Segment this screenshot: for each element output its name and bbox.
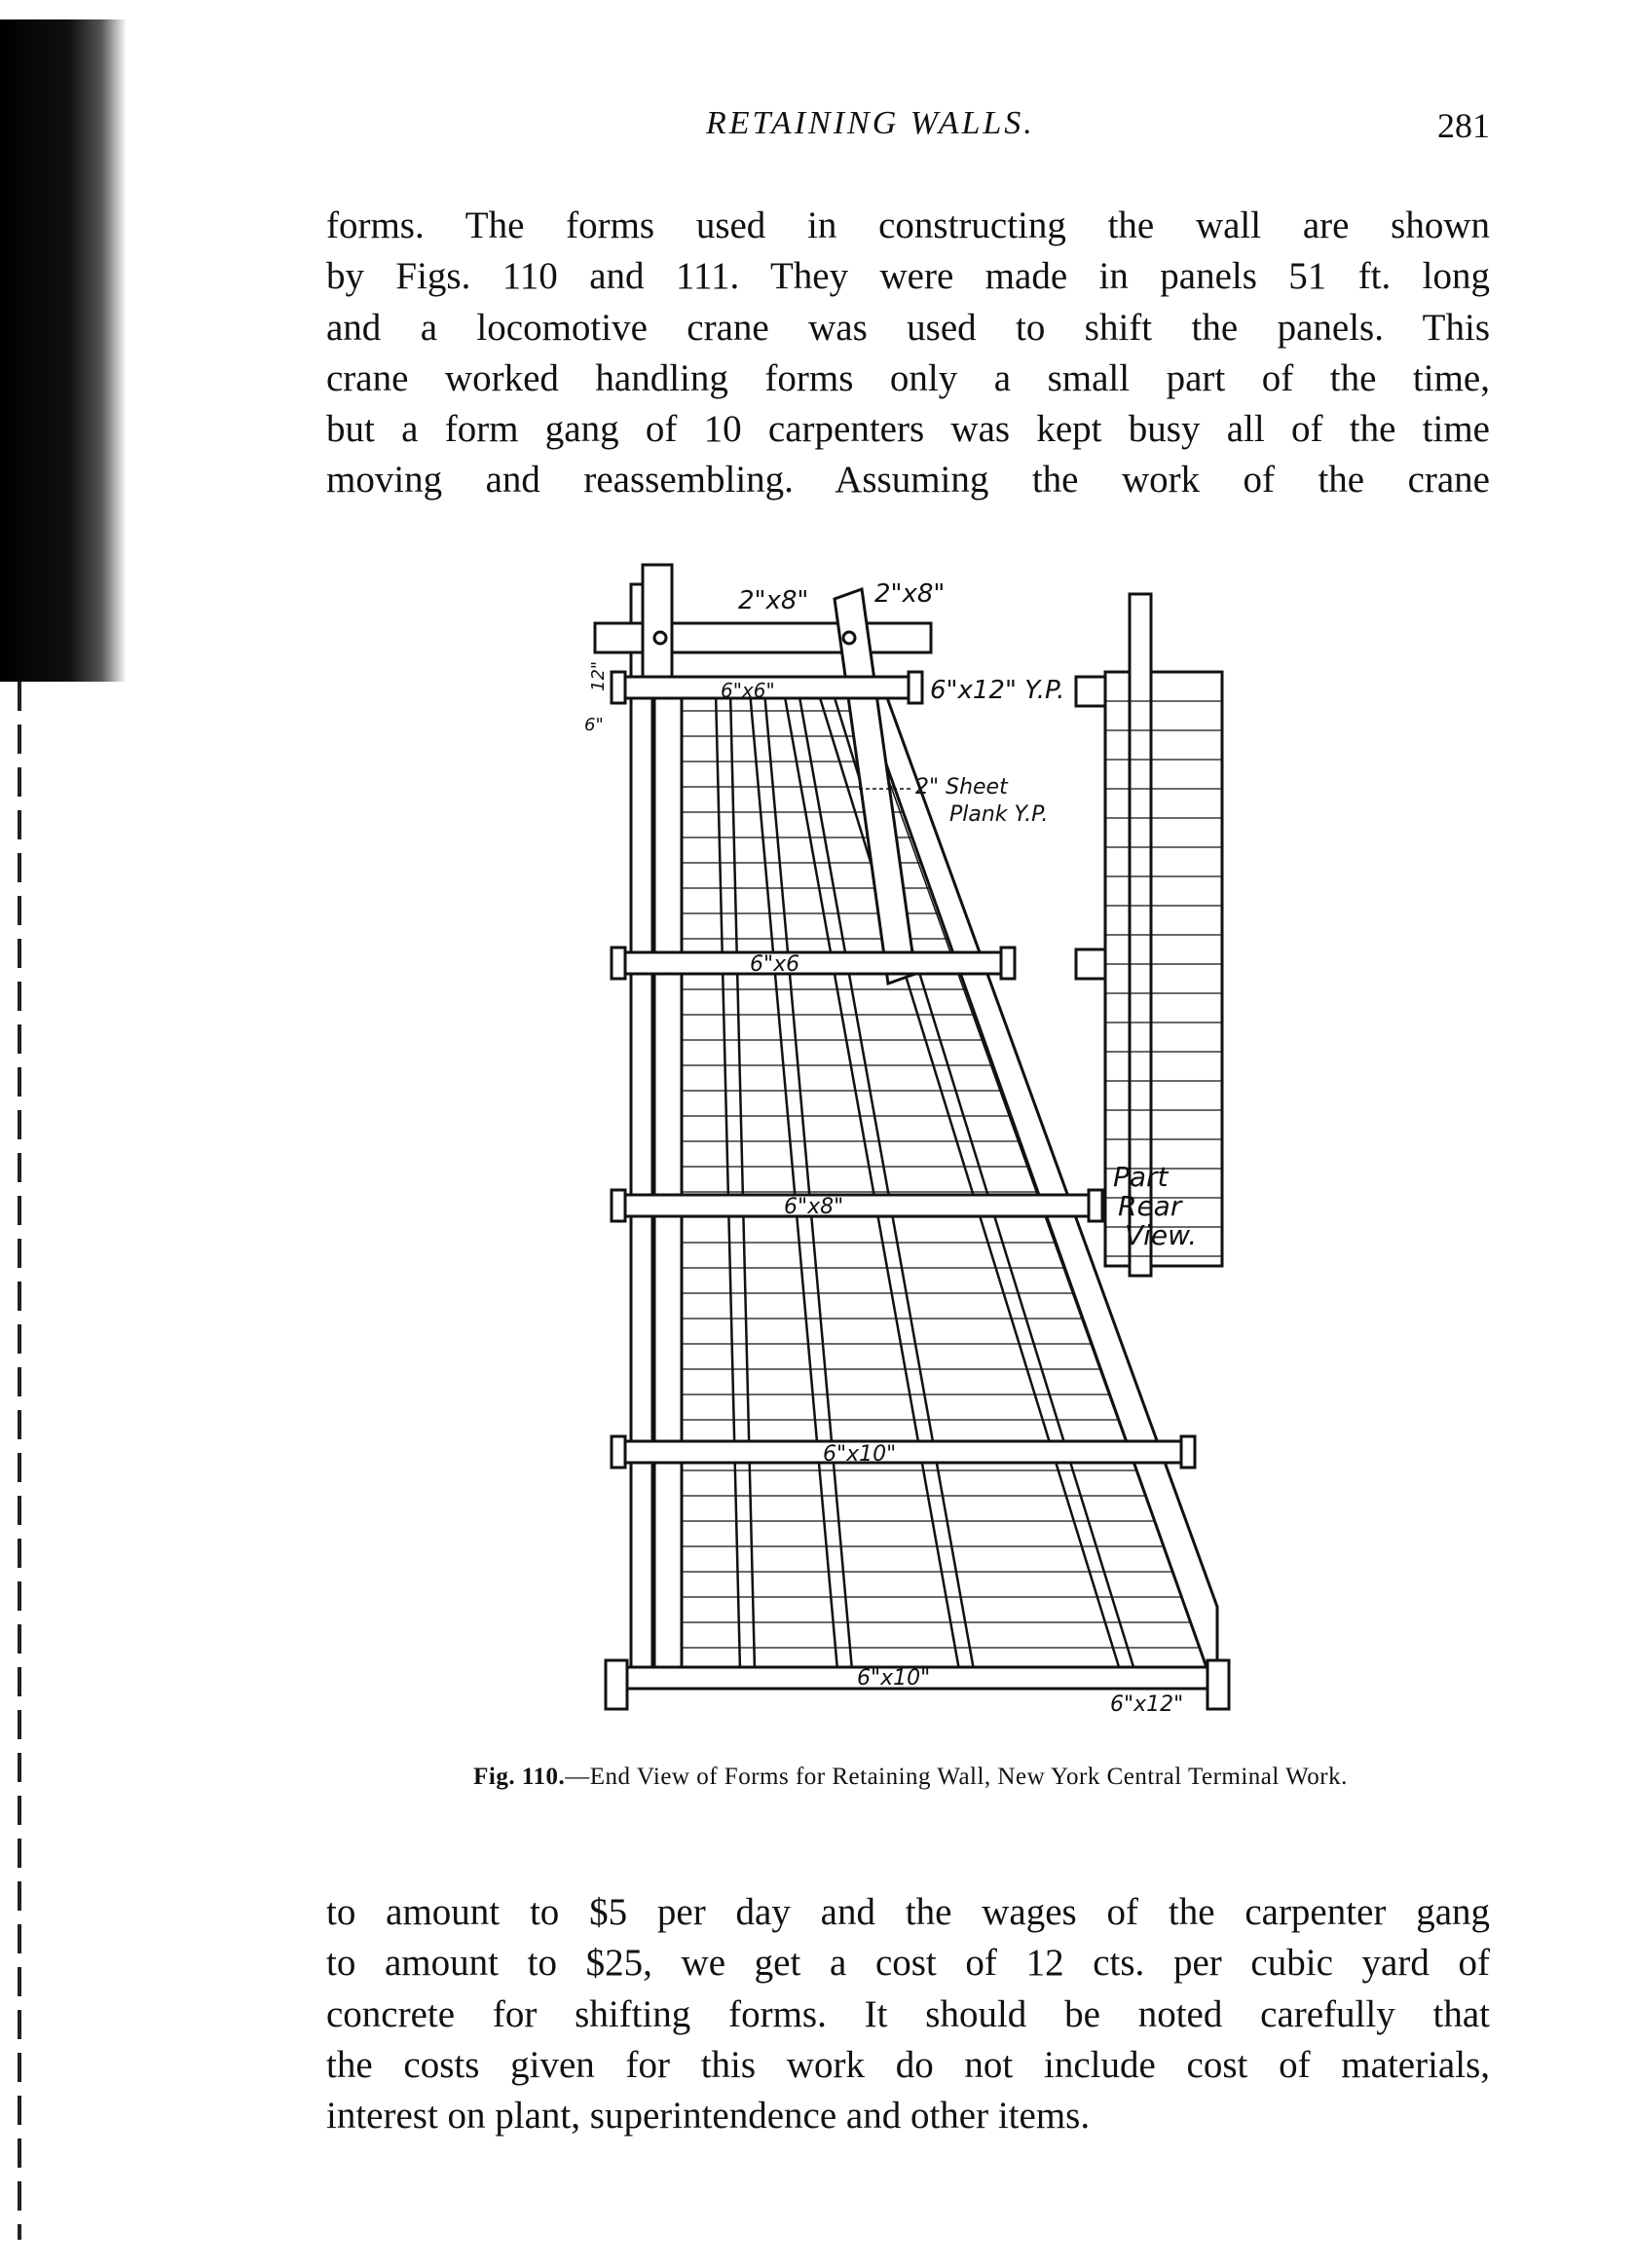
text-line: concrete for shifting forms. It should be noted carefully that bbox=[326, 1992, 1490, 2035]
text-line: moving and reassembling. Assuming the work of the crane bbox=[326, 459, 1490, 502]
caption-text: —End View of Forms for Retaining Wall, New York Central Terminal Work. bbox=[565, 1764, 1348, 1790]
label-sill: 6"x12" bbox=[1110, 1692, 1184, 1717]
label-dim-6: 6" bbox=[584, 715, 604, 735]
paragraph-bottom bbox=[326, 1887, 1490, 2141]
caption-number: Fig. 110. bbox=[473, 1764, 566, 1790]
figure-caption bbox=[351, 1766, 1470, 1789]
text-line: to amount to $5 per day and the wages of the carpenter gang bbox=[326, 1891, 1490, 1933]
top-post bbox=[643, 565, 672, 682]
label-sheet-plank-1: 2" Sheet bbox=[915, 775, 1008, 799]
text-line: forms. The forms used in constructing the wall are shown bbox=[326, 204, 1490, 246]
label-rear-2: Rear bbox=[1118, 1190, 1182, 1222]
label-waler-2: 6"x6 bbox=[750, 952, 800, 977]
label-waler-5: 6"x10" bbox=[857, 1666, 931, 1691]
text-line: and a locomotive crane was used to shift the panels. This bbox=[326, 306, 1490, 349]
text-line: but a form gang of 10 carpenters was kept busy all of the time bbox=[326, 408, 1490, 451]
label-sheet-plank-2: Plank Y.P. bbox=[949, 802, 1049, 827]
text-line: by Figs. 110 and 111. They were made in panels 51 ft. long bbox=[326, 255, 1490, 298]
label-dim-12: 12" bbox=[588, 660, 609, 691]
label-post-right: 2"x8" bbox=[874, 579, 946, 609]
label-post-left: 2"x8" bbox=[738, 586, 809, 615]
label-rear-1: Part bbox=[1113, 1161, 1169, 1193]
left-stud bbox=[654, 682, 682, 1685]
label-top-waler: 6"x6" bbox=[721, 679, 775, 702]
text-line: the costs given for this work do not include cost of materials, bbox=[326, 2043, 1490, 2086]
left-post bbox=[631, 584, 652, 1685]
text-line: interest on plant, superintendence and other items. bbox=[326, 2095, 1091, 2138]
label-waler-4: 6"x10" bbox=[823, 1442, 897, 1467]
text-line: crane worked handling forms only a small part of the time, bbox=[326, 356, 1490, 399]
label-cap: 6"x12" Y.P. bbox=[930, 676, 1065, 705]
page-number: 281 bbox=[1437, 106, 1490, 145]
label-rear-3: View. bbox=[1125, 1219, 1198, 1251]
label-waler-3: 6"x8" bbox=[784, 1195, 844, 1219]
text-line: to amount to $25, we get a cost of 12 cts. per cubic yard of bbox=[326, 1942, 1490, 1985]
running-title: RETAINING WALLS. bbox=[706, 105, 1035, 141]
